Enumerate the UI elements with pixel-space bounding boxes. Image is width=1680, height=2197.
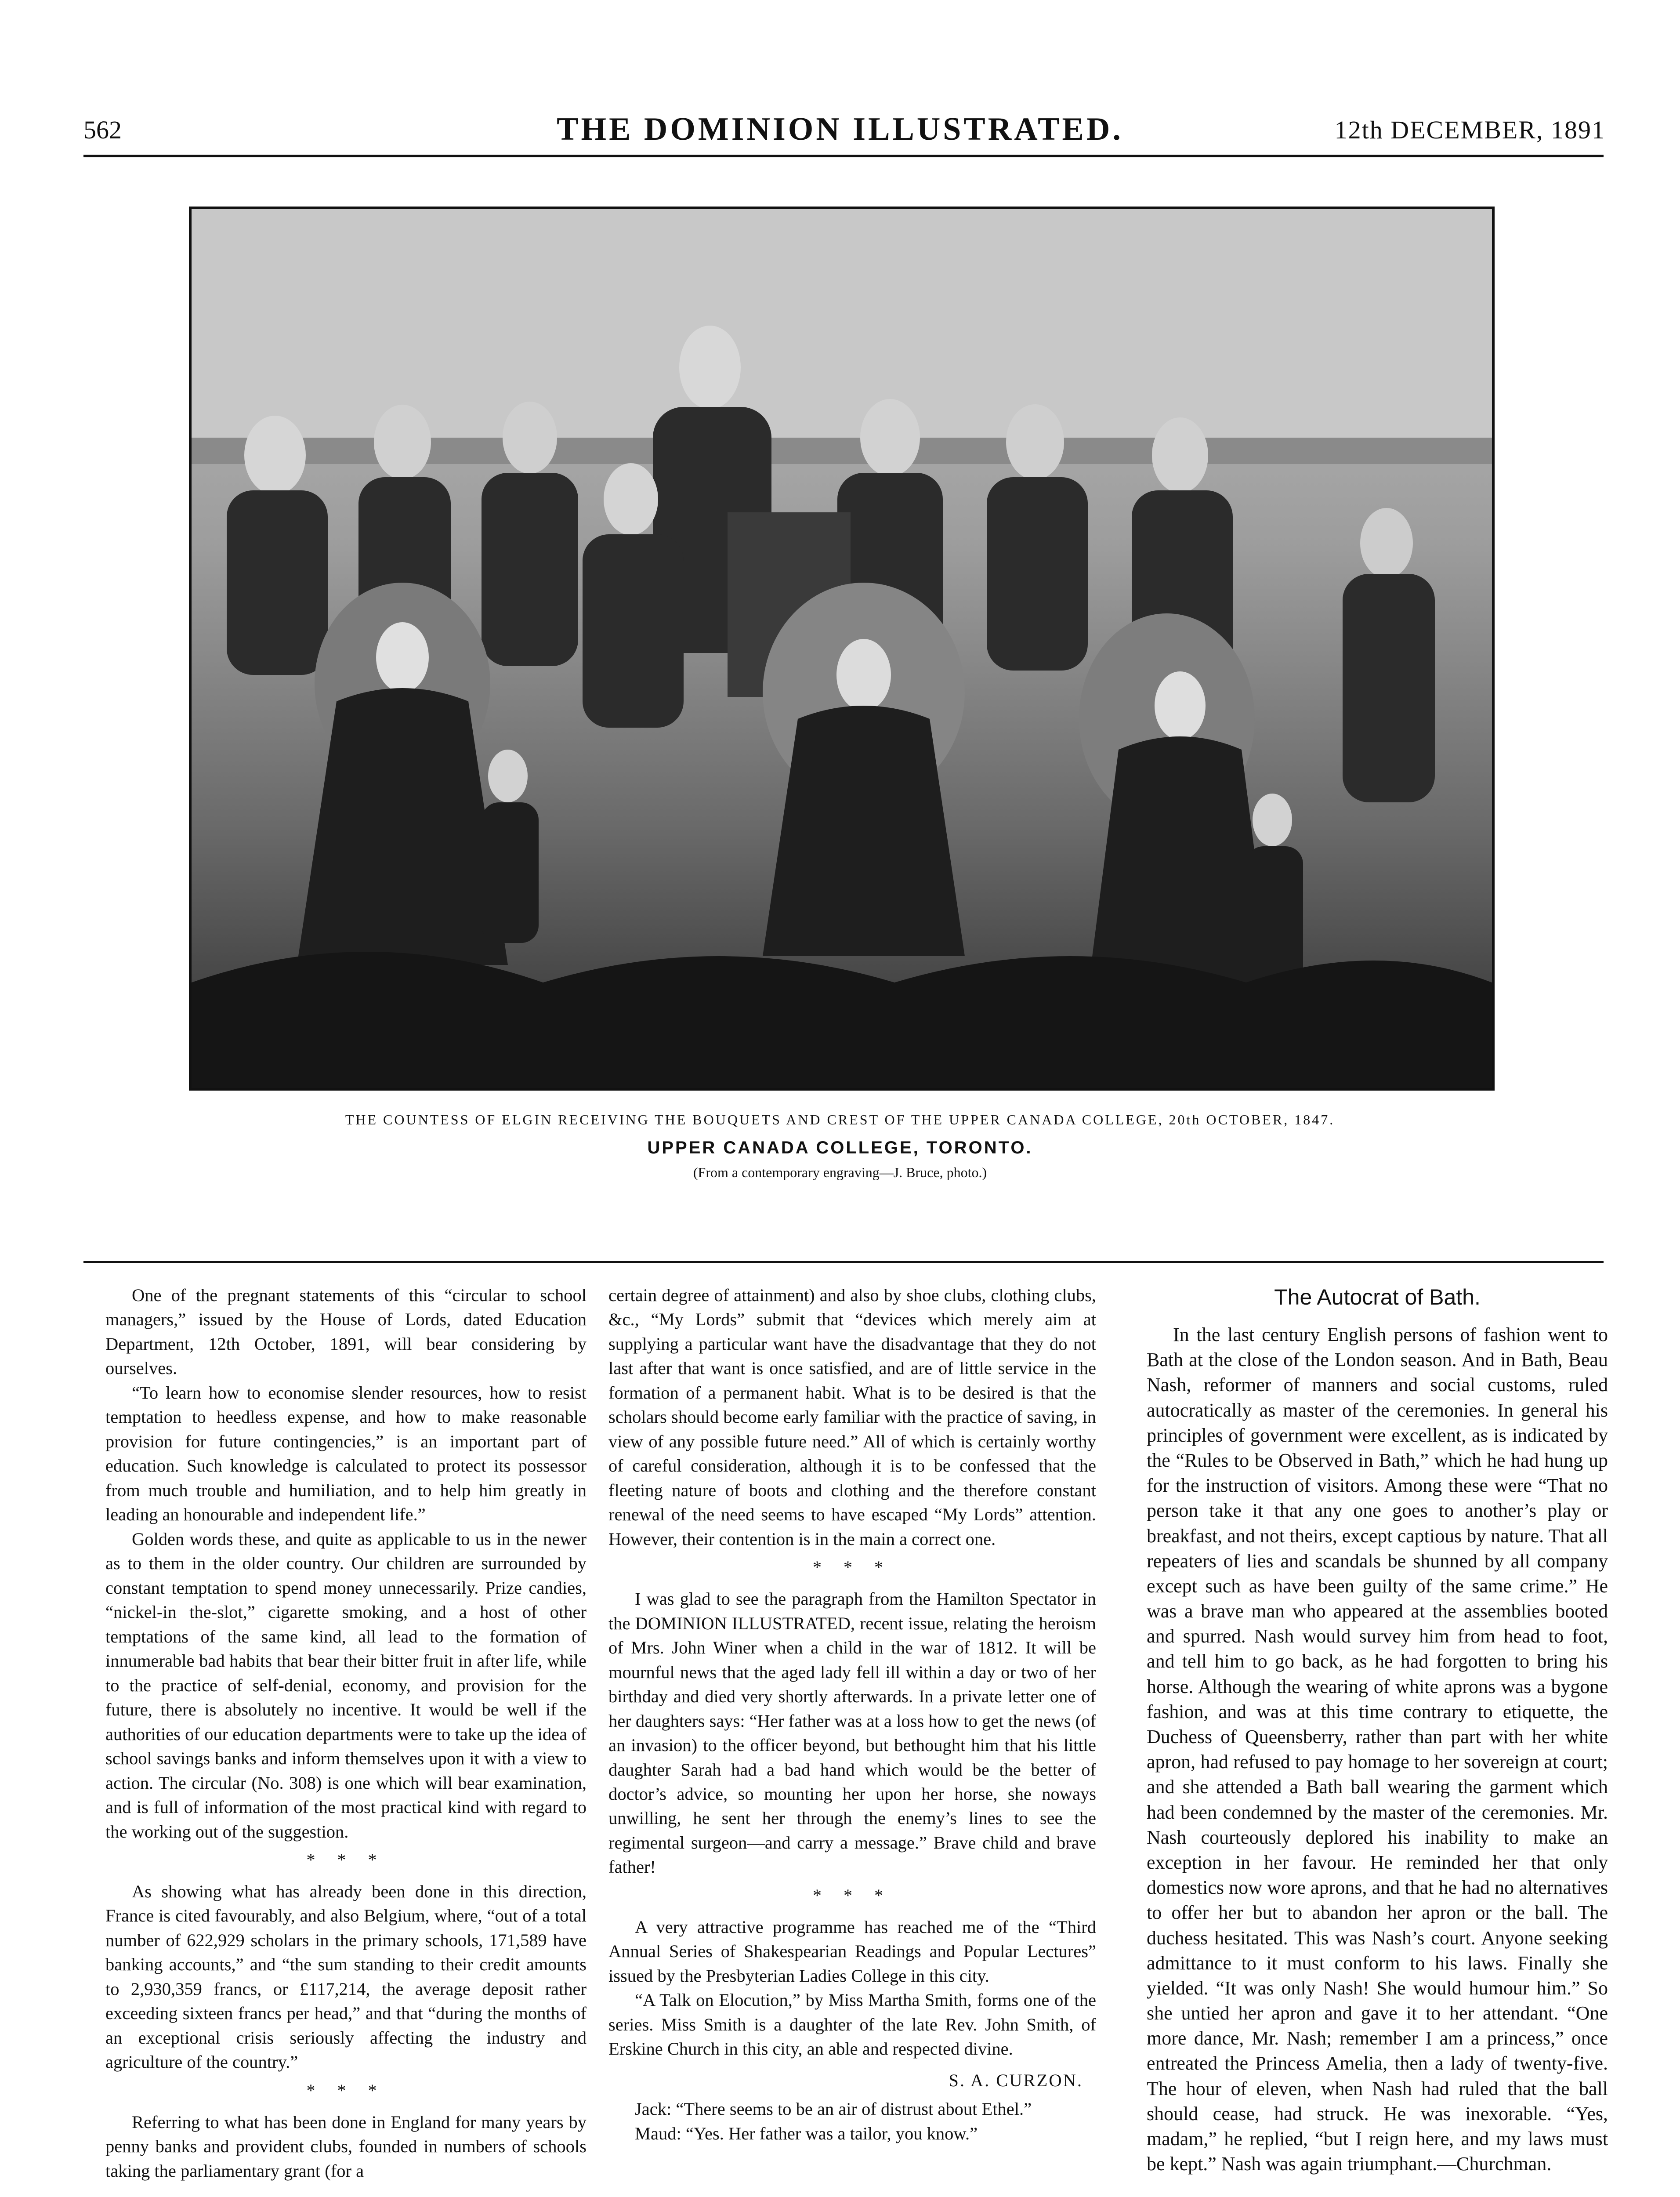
section-separator: * * *	[813, 1557, 892, 1577]
article-column-2	[608, 1283, 1096, 2146]
article-paragraph: Referring to what has been done in England for many years by penny banks and provident clubs, founded in numbers of schools taking the parliamentary grant (for a	[105, 2112, 587, 2181]
article-paragraph: A very attractive programme has reached me of the “Third Annual Series of Shakespearian Readings and Popular Lectures” issued by the Presbyterian Ladies College in this city.	[608, 1917, 1096, 1986]
section-separator: * * *	[306, 1850, 386, 1870]
section-separator: * * *	[813, 1885, 892, 1905]
article-column-1	[105, 1283, 587, 2183]
section-separator: * * *	[306, 2080, 386, 2100]
article-paragraph: “To learn how to economise slender resources, how to resist temptation to heedless expense, and how to make reasonable provision for future contingencies,” is an important part of education. Such knowledge is calculated to protect its possessor from much trouble and humiliation, and to help him greatly in leading an honourable and independent life.”	[105, 1382, 587, 1525]
masthead-title: THE DOMINION ILLUSTRATED.	[557, 111, 1123, 147]
article-paragraph: Golden words these, and quite as applicable to us in the newer as to them in the older country. Our children are surrounded by constant temptation to spend money unnecessarily. Prize candies, “nickel-in the-slot,” cigarette smoking, and a host of other temptations of the same kind, all lead to the formation of innumerable bad habits that bear their bitter fruit in after life, while to the practice of self-denial, economy, and provision for the future, there is absolutely no incentive. It would be well if the authorities of our education departments were to take up the idea of school savings banks and inform themselves upon it with a view to action. The circular (No. 308) is one which will bear examination, and is full of information of the most practical kind with regard to the working out of the suggestion.	[105, 1529, 587, 1842]
section-rule	[83, 1261, 1604, 1263]
dialog-line: Maud: “Yes. Her father was a tailor, you know.”	[635, 2123, 978, 2143]
illustration-caption: THE COUNTESS OF ELGIN RECEIVING THE BOUQUETS AND CREST OF THE UPPER CANADA COLLEGE, 20th OCTOBER, 1847.	[345, 1112, 1335, 1128]
engraving-scene	[192, 209, 1492, 1088]
illustration-credit: (From a contemporary engraving—J. Bruce, photo.)	[693, 1164, 987, 1180]
header-rule	[83, 155, 1604, 157]
article-paragraph: “A Talk on Elocution,” by Miss Martha Smith, forms one of the series. Miss Smith is a daughter of the late Rev. John Smith, of Erskine Church in this city, an able and respected divine.	[608, 1990, 1096, 2059]
page-number: 562	[83, 116, 122, 144]
article-paragraph: One of the pregnant statements of this “circular to school managers,” issued by the House of Lords, dated Education Department, 12th October, 1891, will bear considering by ourselves.	[105, 1285, 587, 1378]
article-paragraph: I was glad to see the paragraph from the Hamilton Spectator in the DOMINION ILLUSTRATED, recent issue, relating the heroism of Mrs. John Winer when a child in the war of 1812. It will be mournful news that the aged lady fell ill within a day or two of her birthday and died very shortly afterwards. In a private letter one of her daughters says: “Her father was at a loss how to get the news (of an invasion) to the officer beyond, but bethought him that his little daughter Sarah had a bad hand which would be the better of doctor’s advice, so mounting her upon her horse, she noways unwilling, he sent her through the enemy’s lines to see the regimental surgeon—and carry a message.” Brave child and brave father!	[608, 1589, 1096, 1877]
issue-date: 12th DECEMBER, 1891	[1334, 116, 1605, 144]
article-title: The Autocrat of Bath.	[1274, 1285, 1481, 1309]
article-paragraph: In the last century English persons of fashion went to Bath at the close of the London season. And in Bath, Beau Nash, reformer of manners and social customs, ruled autocratically as master of the ceremonies. In general his principles of government were excellent, as is indicated by the “Rules to be Observed in Bath,” which he had hung up for the instruction of visitors. Among these were “That no person take it that any one goes to another’s play or breakfast, and not theirs, except captious by nature. That all repeaters of lies and scandals be shunned by all company except such as have been guilty of the same crime.” He was a brave man who appeared at the assemblies booted and spurred. Nash would survey him from head to foot, and tell him to go back, as he had forgotten to bring his horse. Although the wearing of white aprons was a bygone fashion, and was at this time contrary to etiquette, the Duchess of Queensberry, rather than part with her white apron, had refused to pay homage to her sovereign at court; and she attended a Bath ball wearing the garment which had been condemned by the master of the ceremonies. Mr. Nash courteously deplored his inability to make an exception in her favour. He reminded her that only domestics now wore aprons, and that he had no alternatives to offer her but to abandon her apron or the ball. The duchess hesitated. This was Nash’s court. Anyone seeking admittance to it must conform to his laws. Finally she yielded. “It was only Nash! She would humour him.” So she untied her apron and gave it to her attendant. “One more dance, Mr. Nash; remember I am a princess,” once entreated the Princess Amelia, then a lady of twenty-five. The hour of eleven, when Nash had ruled that the ball should cease, had struck. He was inexorable. “Yes, madam,” he replied, “but I reign here, and my laws must be kept.” Nash was again triumphant.—Churchman.	[1147, 1324, 1608, 2175]
article-paragraph: As showing what has already been done in this direction, France is cited favourably, and also Belgium, where, “out of a total number of 622,929 scholars in the primary schools, 171,589 have banking accounts,” and “the sum standing to their credit amounts to 2,930,359 francs, or £117,214, the average deposit rather exceeding sixteen francs per head,” and that “during the months of an exceptional crisis seriously affecting the industry and agriculture of the country.”	[105, 1881, 587, 2072]
illustration-title: UPPER CANADA COLLEGE, TORONTO.	[647, 1138, 1033, 1157]
page-header	[0, 0, 1680, 158]
article-column-3	[1147, 1283, 1608, 2176]
article-paragraph: certain degree of attainment) and also by shoe clubs, clothing clubs, &c., “My Lords” submit that “devices which merely aim at supplying a particular want have the disadvantage that they do not last after that want is once satisfied, and are of little service in the formation of a permanent habit. What is to be desired is that the scholars should become early familiar with the practice of saving, in view of any possible future need.” All of which is certainly worthy of careful consideration, although it is to be confessed that the fleeting nature of boots and clothing and the therefore constant renewal of the need seems to have escaped “My Lords” attention. However, their contention is in the main a correct one.	[608, 1285, 1096, 1549]
engraving-illustration	[189, 207, 1495, 1091]
author-signature: S. A. CURZON.	[949, 2070, 1083, 2090]
dialog-line: Jack: “There seems to be an air of distrust about Ethel.”	[635, 2099, 1032, 2119]
